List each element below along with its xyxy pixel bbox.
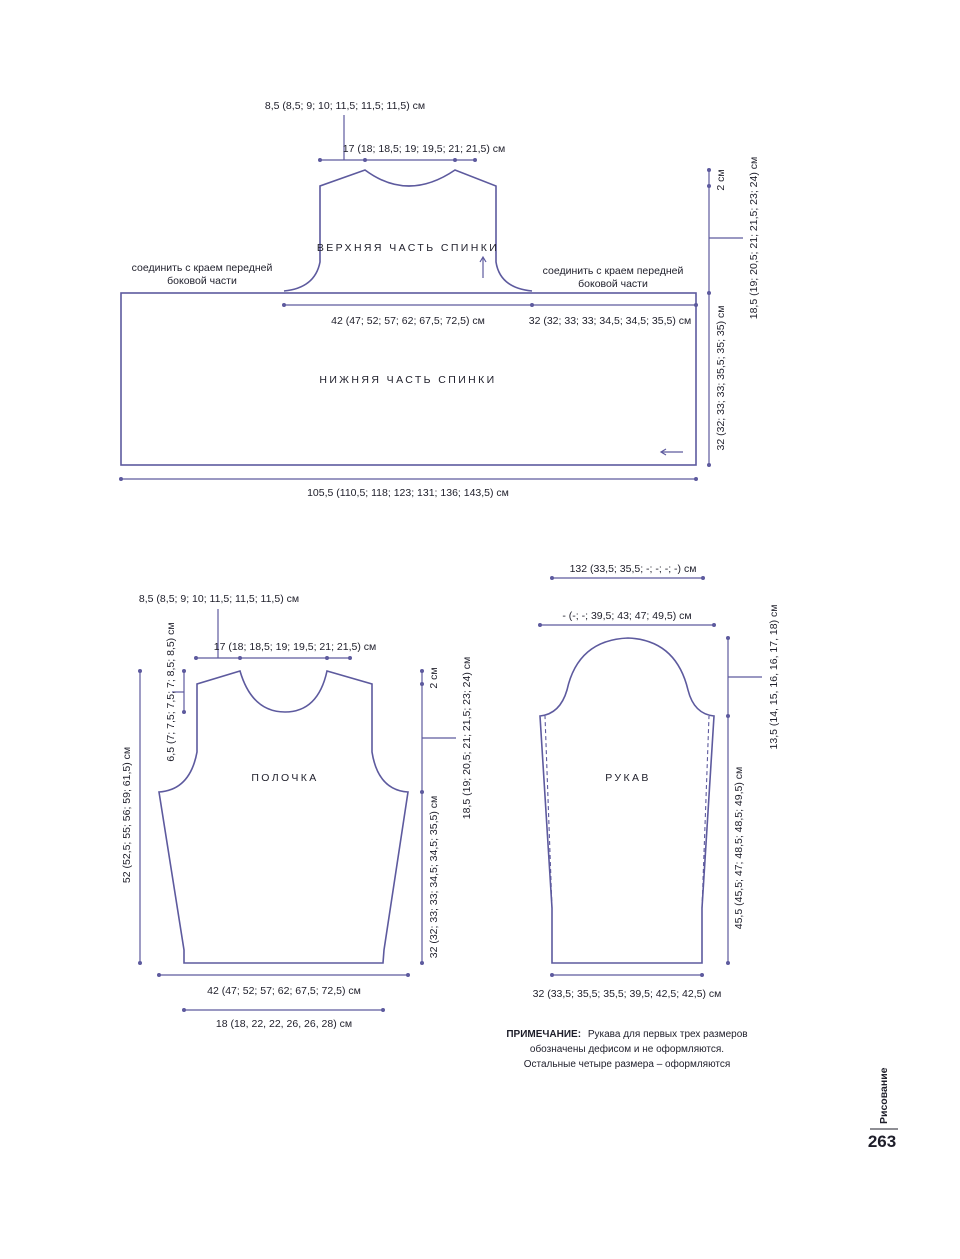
sleeve-label: РУКАВ [605,772,651,784]
back-shoulder-drop: 2 см [715,169,727,191]
back-schematic [119,115,743,481]
back-width-upper: 42 (47; 52; 57; 62; 67,5; 72,5) см [331,315,485,327]
back-join-right-line2: боковой части [578,278,648,290]
front-outline [159,671,408,963]
back-lower-label: НИЖНЯЯ ЧАСТЬ СПИНКИ [319,374,497,386]
note-line1 [506,1029,747,1040]
back-neck-width: 17 (18; 18,5; 19; 19,5; 21; 21,5) см [342,143,506,155]
front-total-height: 52 (52,5; 55; 56; 59; 61,5) см [121,746,133,884]
back-width-side: 32 (32; 33; 33; 34,5; 34,5; 35,5) см [528,315,692,327]
front-width-top: 42 (47; 52; 57; 62; 67,5; 72,5) см [207,985,361,997]
section-title: Рисование [878,1067,890,1124]
front-neck-side: 6,5 (7; 7,5; 7,5; 7; 8,5; 8,5) см [165,622,177,762]
front-armhole-height: 18,5 (19; 20,5; 21; 21,5; 23; 24) см [461,656,473,820]
front-body-height: 32 (32; 33; 33; 34,5; 34,5; 35,5) см [428,795,440,959]
sleeve-top-width: 132 (33,5; 35,5; -; -; -; -) см [569,563,697,575]
back-width-total: 105,5 (110,5; 118; 123; 131; 136; 143,5) см [307,487,509,499]
front-shoulder-drop: 2 см [428,667,440,689]
front-label: ПОЛОЧКА [251,772,319,784]
back-upper-label: ВЕРХНЯЯ ЧАСТЬ СПИНКИ [316,242,500,254]
back-upper-outline [284,170,532,291]
front-neck-depth: 8,5 (8,5; 9; 10; 11,5; 11,5; 11,5) см [138,593,300,605]
back-armhole-height: 18,5 (19; 20,5; 21; 21,5; 23; 24) см [748,156,760,320]
sleeve-length: 45,5 (45,5; 47; 48,5; 48,5; 49,5) см [733,766,745,930]
sleeve-upper-width: - (-; -; 39,5; 43; 47; 49,5) см [562,610,692,622]
back-neck-depth: 8,5 (8,5; 9; 10; 11,5; 11,5; 11,5) см [264,100,426,112]
sleeve-bottom-width: 32 (33,5; 35,5; 35,5; 39,5; 42,5; 42,5) см [532,988,722,1000]
front-neck-width: 17 (18; 18,5; 19; 19,5; 21; 21,5) см [213,641,377,653]
sleeve-cap-height: 13,5 (14, 15, 16, 16, 17, 18) см [768,604,780,750]
back-lower-height: 32 (32; 33; 33; 35,5; 35; 35) см [715,305,727,451]
note-text-1: Рукава для первых трех размеров [587,1029,748,1040]
note-line2: обозначены дефисом и не оформляются. [529,1044,725,1055]
note-heading: ПРИМЕЧАНИЕ: [506,1029,582,1040]
front-width-bottom: 18 (18, 22, 22, 26, 26, 28) см [215,1018,353,1030]
page-number: 263 [867,1132,897,1151]
front-schematic [138,609,456,1012]
back-join-left-line2: боковой части [167,275,237,287]
note-line3: Остальные четыре размера – оформляются [523,1059,731,1070]
back-join-right-line1: соединить с краем передней [542,265,684,277]
sleeve-outline [540,638,714,963]
back-join-left-line1: соединить с краем передней [131,262,273,274]
